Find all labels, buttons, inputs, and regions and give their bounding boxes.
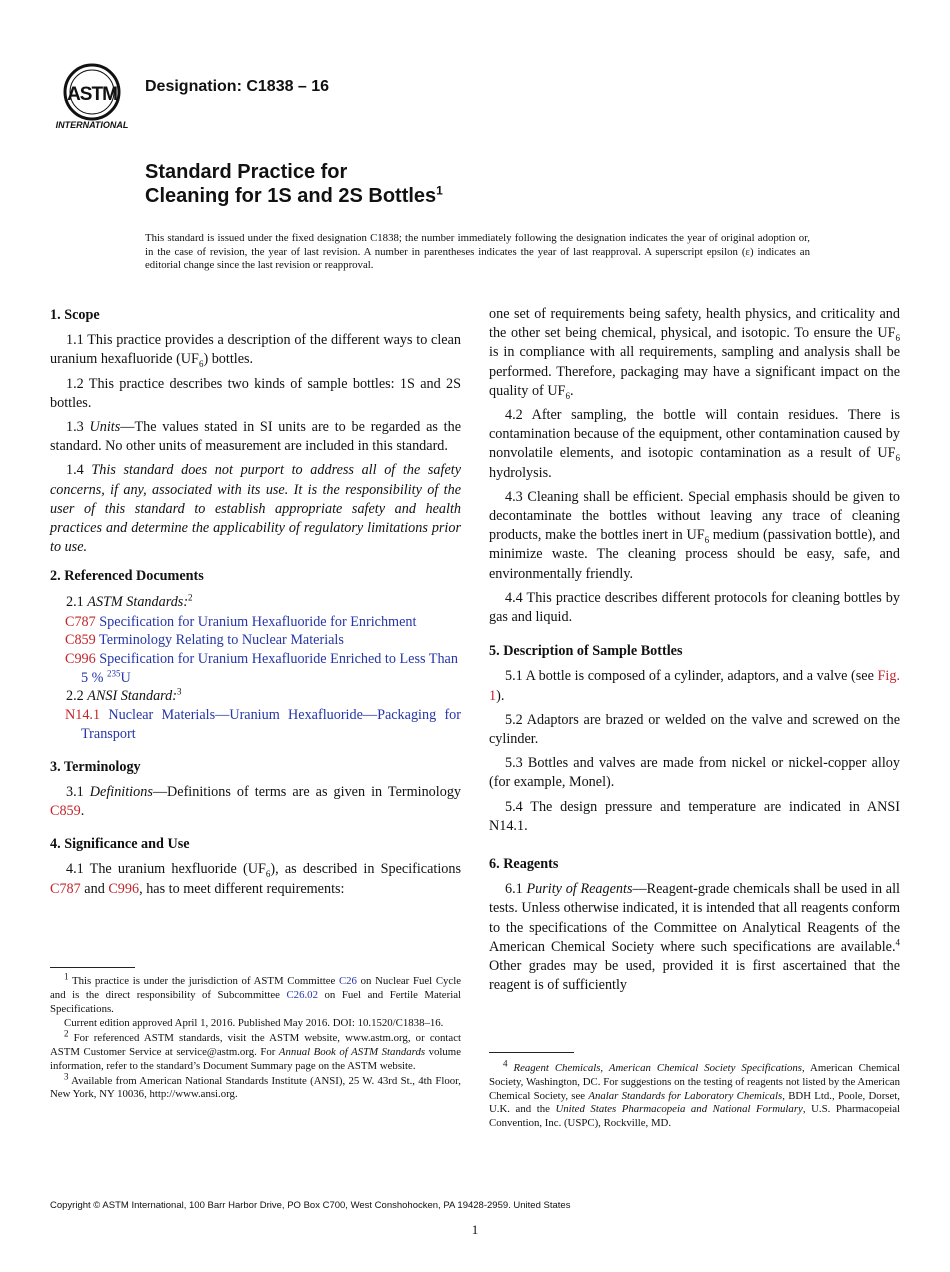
para-1-1-text-a: 1.1 This practice provides a description of the different ways to clean uranium hexafluoride (UF [50, 332, 461, 368]
para-6-1-text-b: Other grades may be used, provided it is first ascertained that the reagent is of sufficiently [489, 958, 900, 994]
para-4-1-text-a: 4.1 The uranium hexfluoride (UF [66, 861, 266, 878]
para-4-2 [489, 406, 900, 483]
edition-note: Current edition approved April 1, 2016. Published May 2016. DOI: 10.1520/C1838–16. [64, 1017, 444, 1030]
ref-code-link[interactable]: N14.1 [65, 707, 101, 724]
ref-c859[interactable] [50, 631, 461, 650]
footnotes-right [489, 1058, 900, 1132]
footnote-4-text-c: , U.S. Pharmacopeial Convention, Inc. (USPC), Rockville, MD. [489, 1103, 900, 1130]
astm-logo [52, 62, 136, 132]
title-line-1: Standard Practice for [145, 161, 348, 183]
para-3-1-text: —Definitions of terms are as given in Terminology [152, 783, 462, 800]
title-line-2 [145, 184, 443, 208]
section-4-heading: 4. Significance and Use [50, 836, 190, 853]
para-6-1 [489, 880, 900, 995]
footnote-marker: 3 [64, 1070, 69, 1081]
subscript: 6 [895, 333, 900, 344]
para-1-4-text: This standard does not purport to address all of the safety concerns, if any, associated with its use. It is the responsibility of the user of this standard to establish appropriate safety and health practices and determine the applicability of regulatory limitations prior to use. [50, 462, 461, 556]
para-2-1-term: ASTM Standards: [87, 593, 189, 610]
footnote-divider [50, 967, 135, 968]
footnote-ref: 3 [177, 686, 182, 697]
para-5-1-text-b: ). [496, 687, 505, 704]
footnote-divider [489, 1052, 574, 1053]
ref-link-c859[interactable]: C859 [50, 803, 81, 820]
footnote-1-text-a: This practice is under the jurisdiction of ASTM Committee [68, 975, 339, 987]
para-1-1 [50, 331, 461, 369]
para-3-1 [50, 783, 461, 821]
footnote-4-italic-3: United States Pharmacopeia and National Formulary [555, 1103, 803, 1116]
footnote-2-text-a: For referenced ASTM standards, visit the ASTM website, www.astm.org, or contact ASTM Customer Service at service@astm.org. For [50, 1032, 461, 1058]
title-footnote-ref: 1 [436, 183, 443, 198]
para-4-1-cont-b: is in compliance with all requirements, sampling and analysis shall be performed. Therefore, packaging may have a significant impact on the quality of UF [489, 344, 900, 399]
ref-title-link[interactable]: Specification for Uranium Hexafluoride for Enrichment [99, 613, 417, 630]
figure-1-link[interactable]: Fig. 1 [489, 668, 900, 704]
section-1-heading: 1. Scope [50, 307, 100, 323]
para-4-1-text-b: ), as described in Specifications [270, 861, 461, 878]
left-column [50, 306, 461, 904]
subscript: 6 [265, 869, 271, 880]
document-title [145, 160, 443, 208]
para-4-1-text-c: and [80, 880, 109, 897]
footnote-4 [489, 1058, 900, 1131]
para-5-3: 5.3 Bottles and valves are made from nickel or nickel-copper alloy (for example, Monel). [489, 755, 900, 791]
footnote-ref: 2 [188, 591, 193, 602]
para-6-1-num: 6.1 [505, 881, 527, 898]
para-4-2-text-b: hydrolysis. [489, 464, 552, 481]
para-4-4: 4.4 This practice describes different protocols for cleaning bottles by gas and liquid. [489, 589, 900, 626]
ref-code-link[interactable]: C859 [65, 632, 96, 649]
para-3-1-num: 3.1 [66, 783, 90, 800]
footnote-4-text-a: , American Chemical Society, Washington, DC. For suggestions on the testing of reagents not listed by the American Chemical Society, see [489, 1062, 900, 1102]
para-4-3-text-a: 4.3 Cleaning shall be efficient. Special emphasis should be given to decontaminate the bottles without leaving any trace of cleaning products, make the bottles inert in UF [489, 488, 900, 544]
footnote-2-italic: Annual Book of ASTM Standards [278, 1045, 426, 1058]
para-1-3-text: —The values stated in SI units are to be regarded as the standard. No other units of measurement are included in this standard. [50, 419, 461, 455]
para-1-4-num: 1.4 [66, 462, 92, 479]
para-6-1-term: Purity of Reagents [526, 881, 633, 898]
ref-code-link[interactable]: C996 [65, 651, 96, 668]
ref-code-link[interactable]: C787 [65, 613, 96, 630]
para-1-3-num: 1.3 [66, 419, 90, 436]
right-column [489, 305, 900, 1001]
footnote-1-text-c: on Fuel and Fertile Material Specifications. [50, 988, 461, 1015]
para-4-2-text-a: 4.2 After sampling, the bottle will contain residues. There is contamination because of the equipment, other contamination caused by nonvolatile elements, and isotopic contamination as a result of UF [489, 407, 900, 462]
logo-sub-text: INTERNATIONAL [55, 120, 129, 130]
para-2-1-num: 2.1 [66, 593, 88, 610]
section-5-heading: 5. Description of Sample Bottles [489, 643, 683, 660]
para-4-3 [489, 488, 900, 584]
title-line-2-text: Cleaning for 1S and 2S Bottles [145, 185, 437, 207]
ref-c996[interactable] [50, 650, 461, 687]
footnote-4-italic-1: Reagent Chemicals, American Chemical Society Specifications [513, 1062, 802, 1074]
para-4-1-cont-c: . [569, 382, 574, 399]
subscript: 6 [565, 390, 570, 401]
subscript: 6 [198, 359, 204, 370]
footnote-3-text: Available from American National Standards Institute (ANSI), 25 W. 43rd St., 4th Floor, New York, NY 10036, http://www.ansi.org. [50, 1074, 461, 1101]
para-5-4: 5.4 The design pressure and temperature are indicated in ANSI N14.1. [489, 798, 900, 834]
footnote-1 [50, 971, 461, 1016]
para-2-2-num: 2.2 [66, 688, 88, 705]
ref-link-c787[interactable]: C787 [50, 880, 81, 897]
para-5-1-text-a: 5.1 A bottle is composed of a cylinder, adaptors, and a valve (see [505, 668, 878, 685]
para-2-1 [50, 593, 461, 612]
ref-title-link[interactable] [81, 651, 458, 686]
footnote-2 [50, 1028, 461, 1073]
para-4-3-text-b: medium (passivation bottle), and minimize waste. The cleaning process should be easy, safe, and environmentally friendly. [489, 527, 900, 582]
para-4-1 [50, 860, 461, 898]
subscript: 6 [895, 453, 900, 464]
logo-mark-text: ASTM [67, 84, 117, 105]
para-1-1-text-b: ) bottles. [203, 351, 254, 368]
footnote-marker: 1 [64, 971, 69, 982]
para-3-1-term: Definitions [89, 783, 153, 800]
copyright: Copyright © ASTM International, 100 Barr Harbor Drive, PO Box C700, West Conshohocken, PA 19428-2959. United States [50, 1200, 571, 1211]
para-4-1-continued [489, 305, 900, 401]
para-1-4 [50, 461, 461, 557]
designation: Designation: C1838 – 16 [145, 78, 330, 95]
footnotes-left [50, 971, 461, 1103]
section-3-heading: 3. Terminology [50, 758, 141, 775]
para-5-1 [489, 667, 900, 705]
astm-logo-mark [52, 62, 136, 132]
ref-title-link[interactable]: Terminology Relating to Nuclear Materials [99, 632, 344, 649]
footnote-4-text-b: , BDH Ltd., Poole, Dorset, U.K. and the [489, 1089, 900, 1116]
para-2-2 [50, 687, 461, 706]
para-6-1-text-a: —Reagent-grade chemicals shall be used in all tests. Unless otherwise indicated, it is intended that all reagents conform to the specifications of the Committee on Analytical Reagents of the American Chemical Society where such specifications are available. [489, 881, 900, 955]
ref-title-link[interactable]: Nuclear Materials—Uranium Hexafluoride—Packaging for Transport [81, 707, 461, 743]
footnote-3 [50, 1070, 461, 1103]
para-5-2: 5.2 Adaptors are brazed or welded on the valve and screwed on the cylinder. [489, 711, 900, 748]
subcommittee-link[interactable]: C26.02 [286, 988, 318, 1001]
para-3-1-end: . [80, 803, 85, 820]
subscript: 6 [704, 535, 710, 546]
footnote-marker: 2 [64, 1028, 69, 1039]
footnote-ref: 4 [895, 937, 900, 948]
para-4-1-cont-a: one set of requirements being safety, health physics, and criticality and the other set being chemical, physical, and isotopic. To ensure the UF [489, 306, 900, 342]
para-1-2: 1.2 This practice describes two kinds of sample bottles: 1S and 2S bottles. [50, 375, 461, 411]
footnote-1-text-b: on Nuclear Fuel Cycle and is the direct responsibility of Subcommittee [50, 975, 461, 1001]
ref-link-c996[interactable]: C996 [108, 880, 140, 897]
ref-title-text-b[interactable]: U [120, 669, 131, 686]
ref-n14-1[interactable] [50, 706, 461, 743]
footnote-marker: 4 [503, 1058, 508, 1069]
committee-link[interactable]: C26 [338, 975, 357, 987]
para-1-3 [50, 418, 461, 456]
ref-title-text[interactable]: Specification for Uranium Hexafluoride Enriched to Less Than 5 % [81, 651, 458, 686]
ref-c787[interactable] [50, 613, 461, 632]
para-2-2-term: ANSI Standard: [87, 688, 177, 705]
para-4-1-text-d: , has to meet different requirements: [139, 880, 345, 897]
superscript: 235 [107, 667, 121, 678]
footnote-4-italic-2: Analar Standards for Laboratory Chemicals [588, 1089, 783, 1102]
para-1-3-term: Units [89, 419, 121, 436]
page-number: 1 [471, 1222, 479, 1237]
section-2-heading: 2. Referenced Documents [50, 568, 204, 585]
section-6-heading: 6. Reagents [489, 856, 559, 873]
footnote-2-text-b: volume information, refer to the standard’s Document Summary page on the ASTM website. [50, 1045, 461, 1072]
issue-note: This standard is issued under the fixed designation C1838; the number immediately following the designation indicates the year of original adoption or, in the case of revision, the year of last revision. A number in parentheses indicates the year of last reapproval. A superscript epsilon (ε) indicates an editorial change since the last revision or reapproval. [145, 232, 810, 271]
